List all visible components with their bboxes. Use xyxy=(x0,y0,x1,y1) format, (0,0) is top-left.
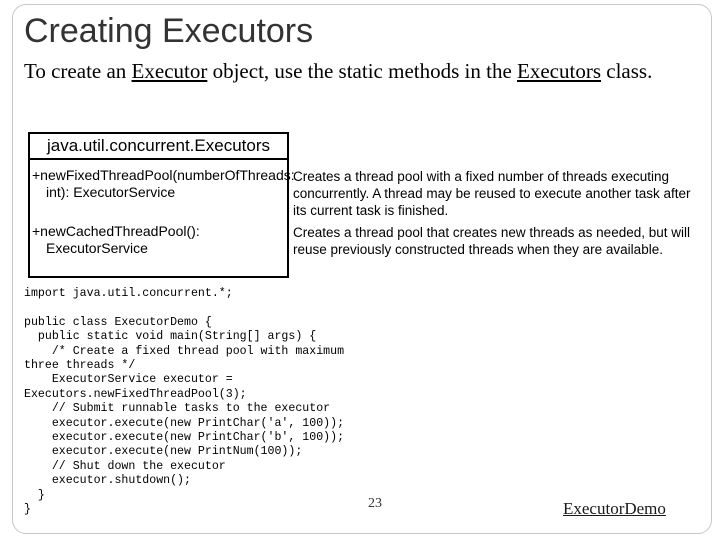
executors-link[interactable]: Executors xyxy=(517,59,602,83)
uml-method-cached xyxy=(32,223,200,257)
page-number: 23 xyxy=(368,496,382,511)
method-cached-line1: +newCachedThreadPool(): xyxy=(32,223,200,239)
executordemo-link[interactable]: ExecutorDemo xyxy=(563,499,666,518)
uml-class-name: java.util.concurrent.Executors xyxy=(30,134,287,160)
uml-method-fixed xyxy=(32,167,295,201)
uml-class-box xyxy=(28,132,295,278)
executor-link[interactable]: Executor xyxy=(131,59,208,83)
code-listing: import java.util.concurrent.*; public class ExecutorDemo { public static void main(String[] args) { /* Create a fixed thread pool with maximum three threads */ ExecutorService executor = Executors.newFixedThreadPool(3); // Submit runnable tasks to the executor executor.execute(new PrintChar('a', 100)); executor.execute(new PrintChar('b', 100)); executor.execute(new PrintNum(100)); // Shut down the executor executor.shutdown(); } } xyxy=(24,287,345,517)
method-cached-description: Creates a thread pool that creates new threads as needed, but will reuse previously constructed threads when they are available. xyxy=(293,225,690,257)
intro-middle: object, use the static methods in the xyxy=(207,59,518,83)
intro-text xyxy=(24,57,704,86)
slide-title: Creating Executors xyxy=(24,12,314,50)
intro-suffix: class. xyxy=(601,59,653,83)
method-fixed-line1: +newFixedThreadPool(numberOfThreads: xyxy=(32,167,295,183)
method-cached-line2: ExecutorService xyxy=(46,240,148,256)
method-fixed-line2: int): ExecutorService xyxy=(46,184,176,200)
method-fixed-description: Creates a thread pool with a fixed number of threads executing concurrently. A thread may be reused to execute another task after its current task is finished. xyxy=(293,169,691,218)
intro-prefix: To create an xyxy=(24,59,132,83)
